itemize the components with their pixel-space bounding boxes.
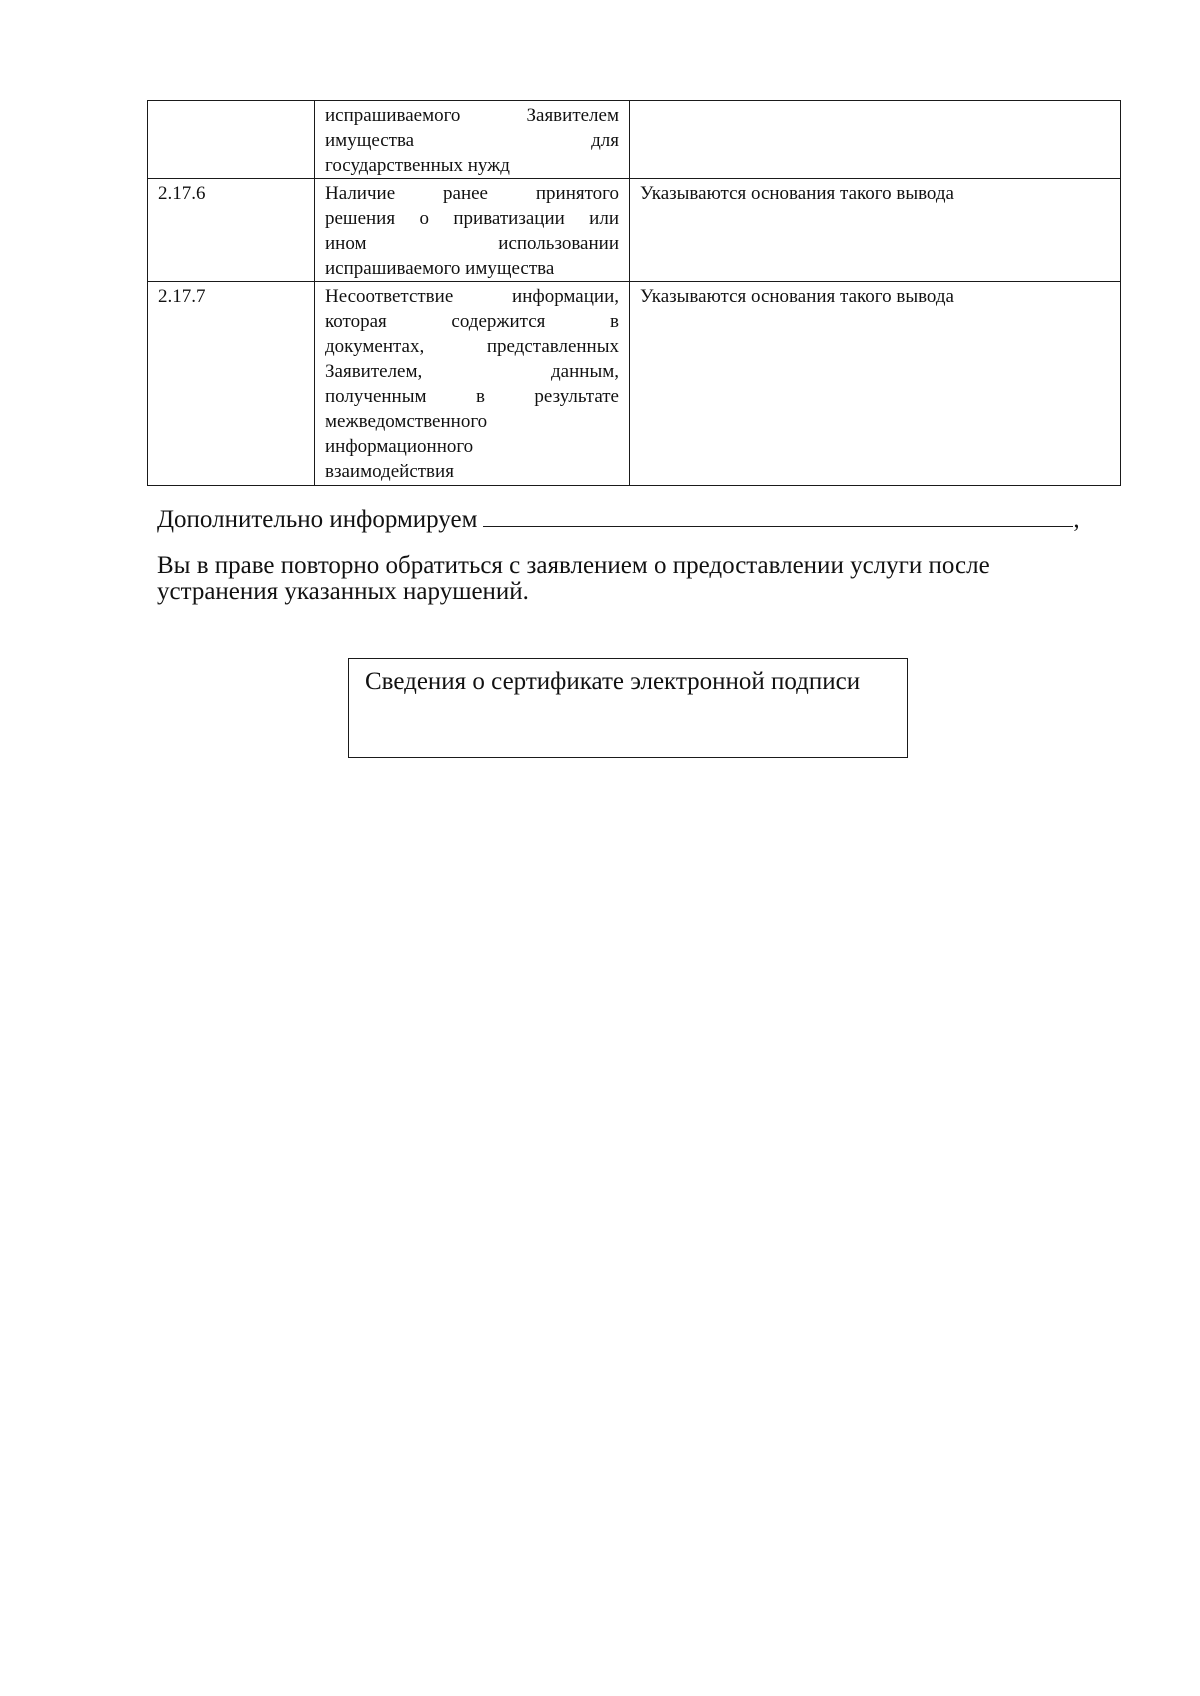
row-reason-cell xyxy=(630,101,1121,179)
description-line: которая содержится в xyxy=(325,311,619,332)
additional-info-label: Дополнительно информируем xyxy=(157,506,478,533)
description-line: государственных нужд xyxy=(325,155,510,176)
description-line: информационного xyxy=(325,436,474,457)
description-line: полученным в результате xyxy=(325,386,619,407)
row-description-cell xyxy=(315,282,630,486)
description-line: Несоответствие информации, xyxy=(325,286,619,307)
row-description-cell xyxy=(315,101,630,179)
signature-certificate-title: Сведения о сертификате электронной подписи xyxy=(365,668,861,695)
row-number-cell: 2.17.7 xyxy=(148,282,315,486)
description-line: имущества для xyxy=(325,130,619,151)
table-row xyxy=(148,282,1121,486)
description-line: межведомственного xyxy=(325,411,488,432)
refusal-grounds-table xyxy=(147,100,1121,486)
retry-notice-paragraph: Вы в праве повторно обратиться с заявлением о предоставлении услуги после устранения указанных нарушений. xyxy=(157,552,990,605)
additional-info-comma: , xyxy=(1073,506,1080,533)
description-line: испрашиваемого Заявителем xyxy=(325,105,619,126)
description-line: Наличие ранее принятого xyxy=(325,183,619,204)
row-number-cell: 2.17.6 xyxy=(148,179,315,282)
table-row xyxy=(148,179,1121,282)
row-reason-cell: Указываются основания такого вывода xyxy=(630,179,1121,282)
additional-info-line xyxy=(157,502,1080,535)
description-line: испрашиваемого имущества xyxy=(325,258,555,279)
description-line: решения о приватизации или xyxy=(325,208,619,229)
description-line: взаимодействия xyxy=(325,461,454,482)
row-number-cell xyxy=(148,101,315,179)
row-description-cell xyxy=(315,179,630,282)
signature-certificate-box xyxy=(348,658,908,758)
description-line: ином использовании xyxy=(325,233,619,254)
row-reason-cell: Указываются основания такого вывода xyxy=(630,282,1121,486)
additional-info-blank-field xyxy=(483,502,1073,527)
description-line: документах, представленных xyxy=(325,336,619,357)
description-line: Заявителем, данным, xyxy=(325,361,619,382)
table-row xyxy=(148,101,1121,179)
